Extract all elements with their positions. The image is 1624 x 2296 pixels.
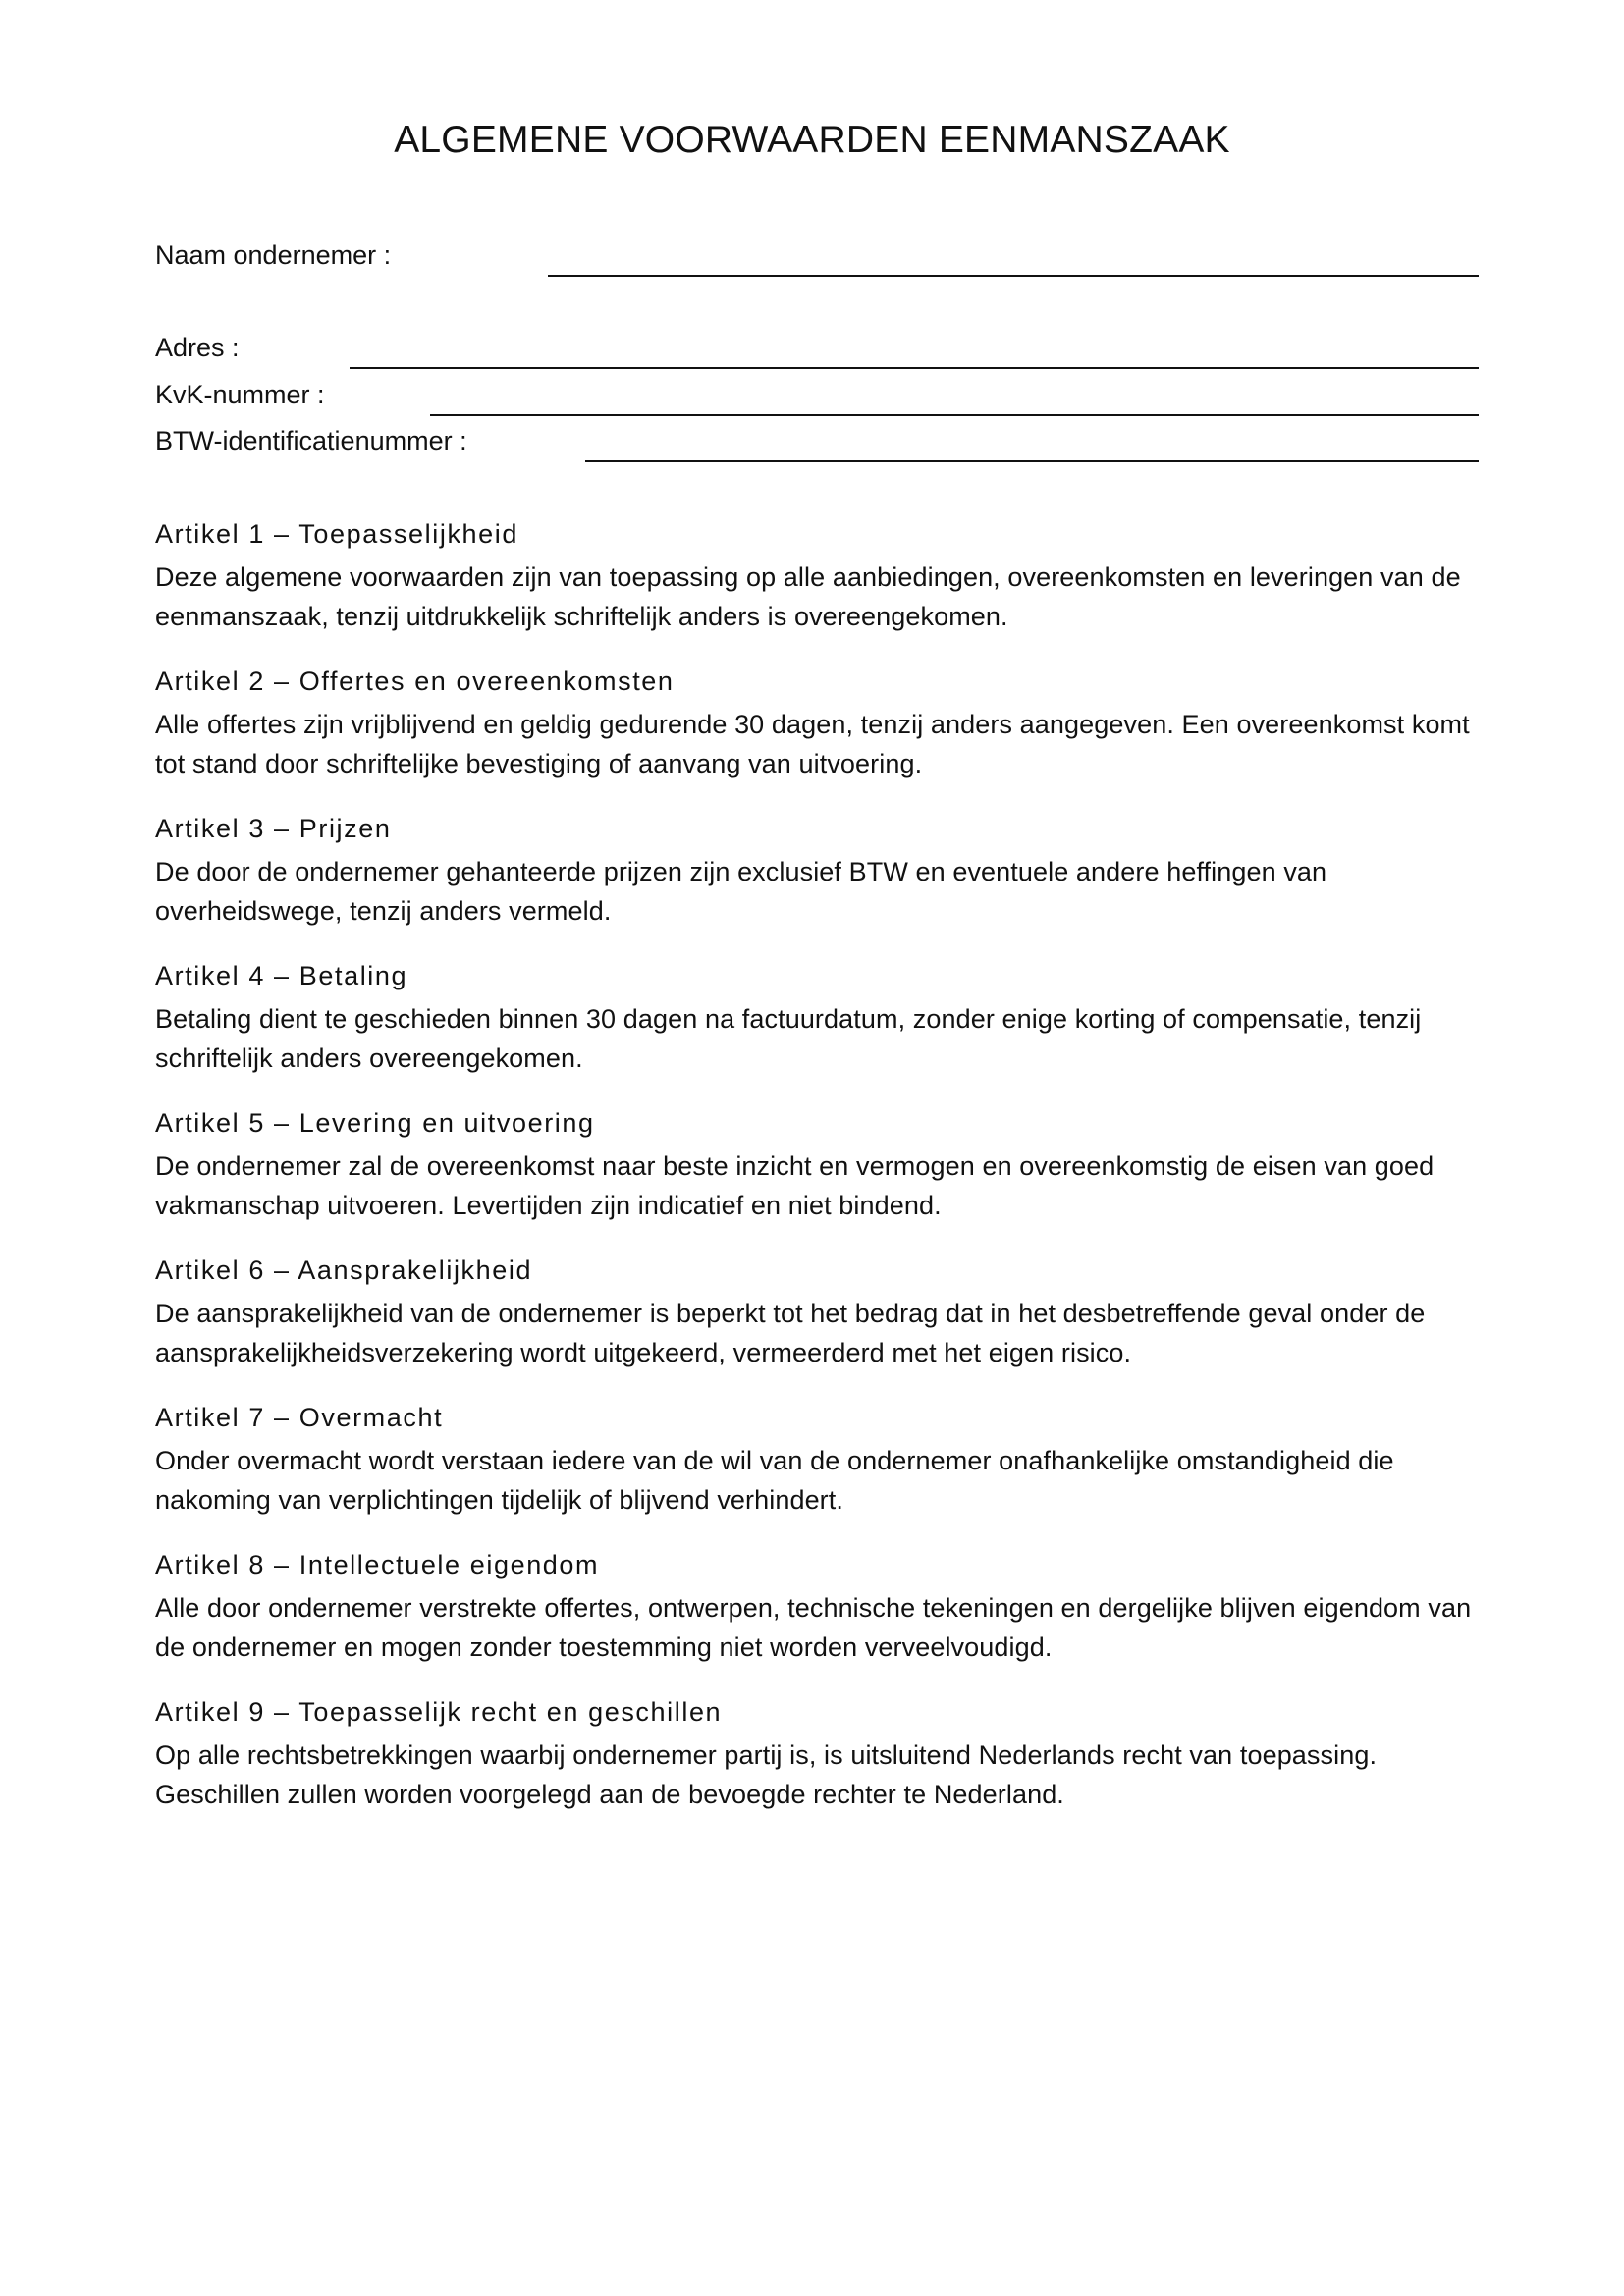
article-9 [155,1692,1490,1814]
field-label: BTW-identificatienummer : [155,426,467,455]
article-body: Alle door ondernemer verstrekte offertes, ontwerpen, technische tekeningen en dergelijke blijven eigendom van de ondernemer en mogen zonder toestemming niet worden verveelvoudigd. [155,1593,1472,1662]
article-3 [155,809,1490,931]
article-body: De door de ondernemer gehanteerde prijzen zijn exclusief BTW en eventuele andere heffingen van overheidswege, tenzij anders vermeld. [155,857,1327,926]
field-label: KvK-nummer : [155,380,325,409]
article-heading: Artikel 2 – Offertes en overeenkomsten [155,667,675,696]
article-6 [155,1251,1490,1372]
article-body: Op alle rechtsbetrekkingen waarbij ondernemer partij is, is uitsluitend Nederlands recht van toepassing. Geschillen zullen worden voorgelegd aan de bevoegde rechter te Nederland. [155,1740,1378,1809]
article-body: Onder overmacht wordt verstaan iedere van de wil van de ondernemer onafhankelijke omstandigheid die nakoming van verplichtingen tijdelijk of blijvend verhindert. [155,1446,1394,1515]
article-body: Betaling dient te geschieden binnen 30 dagen na factuurdatum, zonder enige korting of compensatie, tenzij schriftelijk anders overeengekomen. [155,1004,1422,1073]
article-8 [155,1545,1490,1667]
article-body: De ondernemer zal de overeenkomst naar beste inzicht en vermogen en overeenkomstig de eisen van goed vakmanschap uitvoeren. Levertijden zijn indicatief en niet bindend. [155,1151,1435,1220]
field-kvk-nummer [155,377,1479,416]
article-heading: Artikel 9 – Toepasselijk recht en geschillen [155,1697,723,1727]
articles-list [155,514,1490,1840]
article-heading: Artikel 1 – Toepasselijkheid [155,519,518,549]
article-heading: Artikel 6 – Aansprakelijkheid [155,1255,533,1285]
field-btw-identificatienummer [155,423,1479,462]
field-naam-ondernemer [155,238,1479,277]
field-label: Naam ondernemer : [155,240,392,270]
article-body: Deze algemene voorwaarden zijn van toepassing op alle aanbiedingen, overeenkomsten en leveringen van de eenmanszaak, tenzij uitdrukkelijk schriftelijk anders is overeengekomen. [155,562,1461,631]
article-4 [155,956,1490,1078]
article-heading: Artikel 4 – Betaling [155,961,408,990]
article-heading: Artikel 7 – Overmacht [155,1403,444,1432]
article-2 [155,662,1490,783]
fill-in-line[interactable] [548,275,1479,277]
article-heading: Artikel 3 – Prijzen [155,814,392,843]
article-heading: Artikel 8 – Intellectuele eigendom [155,1550,600,1579]
field-adres [155,330,1479,369]
fill-in-line[interactable] [585,460,1479,462]
field-label: Adres : [155,333,240,362]
article-body: De aansprakelijkheid van de ondernemer is beperkt tot het bedrag dat in het desbetreffende geval onder de aansprakelijkheidsverzekering wordt uitgekeerd, vermeerderd met het eigen risico. [155,1299,1426,1367]
article-heading: Artikel 5 – Levering en uitvoering [155,1108,595,1138]
article-body: Alle offertes zijn vrijblijvend en geldig gedurende 30 dagen, tenzij anders aangegeven. Een overeenkomst komt tot stand door schriftelijke bevestiging of aanvang van uitvoering. [155,710,1470,778]
document-title: ALGEMENE VOORWAARDEN EENMANSZAAK [394,119,1230,161]
fill-in-line[interactable] [350,367,1479,369]
fill-in-line[interactable] [430,414,1479,416]
article-7 [155,1398,1490,1520]
article-1 [155,514,1490,636]
article-5 [155,1103,1490,1225]
